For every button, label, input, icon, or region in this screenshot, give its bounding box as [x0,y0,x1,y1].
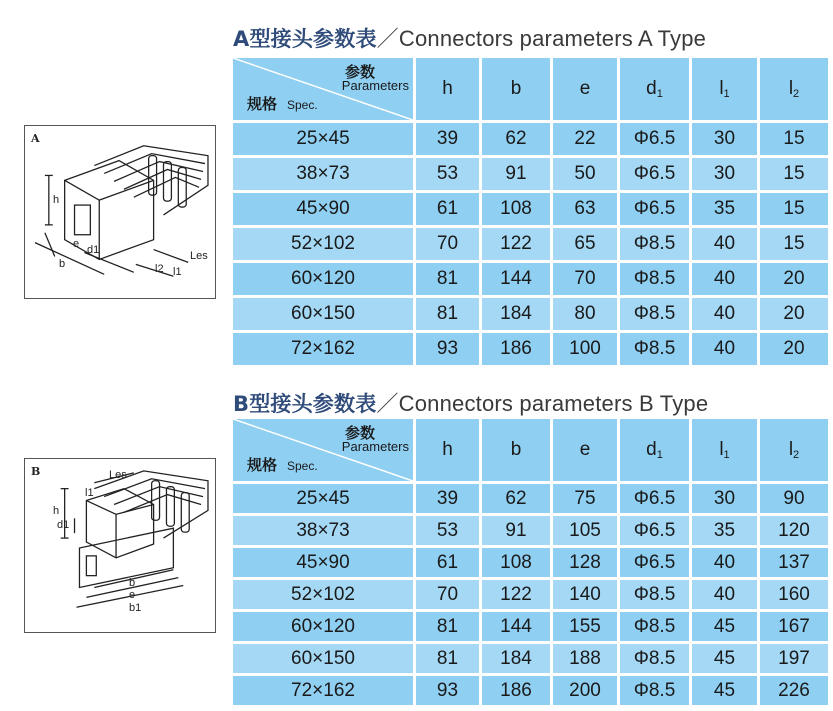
param-cn: 参数 [344,424,375,442]
cell-l1: 45 [692,676,757,705]
dim-h-label: h [53,194,60,206]
col-b-header: b [482,419,550,481]
cell-e: 140 [553,580,617,609]
cell-spec: 72×162 [233,333,413,365]
dim-b-label: b [129,577,136,589]
cell-spec: 45×90 [233,193,413,225]
cell-e: 105 [553,516,617,545]
cell-l1: 40 [692,228,757,260]
cell-h: 93 [416,676,479,705]
cell-l1: 40 [692,298,757,330]
param-en: Parameters [341,78,409,93]
table-b-body [233,484,828,705]
cell-d1: Φ6.5 [620,516,689,545]
col-h-header: h [416,58,479,120]
table-row [233,263,828,295]
dim-l1-label: l1 [85,487,94,499]
dim-e-label: e [129,589,136,601]
table-row [233,612,828,641]
cell-spec: 45×90 [233,548,413,577]
cell-b: 186 [482,333,550,365]
cell-d1: Φ6.5 [620,548,689,577]
cell-l2: 15 [760,123,828,155]
cell-e: 22 [553,123,617,155]
table-b-corner-header [233,419,413,481]
cell-b: 144 [482,612,550,641]
cell-spec: 60×150 [233,644,413,673]
spec-cn: 规格 [247,456,278,474]
col-l2-header: $l_2$ [760,58,828,120]
table-b-title [233,387,708,418]
connector-a-diagram [24,125,216,299]
table-row [233,228,828,260]
table-row [233,676,828,705]
cell-b: 184 [482,644,550,673]
cell-l2: 120 [760,516,828,545]
cell-l1: 35 [692,193,757,225]
col-d1-header: $d_1$ [620,58,689,120]
dim-b-label: b [59,258,66,270]
cell-l1: 40 [692,333,757,365]
dim-l2-label: l2 [155,263,164,275]
cell-h: 81 [416,644,479,673]
cell-b: 62 [482,484,550,513]
cell-l2: 167 [760,612,828,641]
cell-spec: 38×73 [233,516,413,545]
col-l1-header: $l_1$ [692,58,757,120]
cell-b: 122 [482,228,550,260]
cell-h: 81 [416,612,479,641]
col-e-header: e [553,419,617,481]
cell-l1: 40 [692,263,757,295]
cell-l2: 226 [760,676,828,705]
dim-e-label: e [73,238,80,250]
cell-spec: 25×45 [233,484,413,513]
cell-l1: 40 [692,548,757,577]
spec-en: Spec. [287,459,318,473]
cell-l1: 45 [692,644,757,673]
cell-e: 63 [553,193,617,225]
cell-e: 155 [553,612,617,641]
table-a-title [233,22,706,53]
cell-d1: Φ8.5 [620,612,689,641]
table-a-header-row [233,58,828,120]
dim-b1-label: b1 [129,602,142,614]
cell-h: 53 [416,516,479,545]
cell-l2: 20 [760,298,828,330]
cell-spec: 60×120 [233,263,413,295]
cell-d1: Φ8.5 [620,298,689,330]
cell-d1: Φ8.5 [620,228,689,260]
cell-b: 186 [482,676,550,705]
cell-l1: 35 [692,516,757,545]
table-b-header-row [233,419,828,481]
cell-e: 200 [553,676,617,705]
table-row [233,548,828,577]
table-row [233,123,828,155]
cell-l2: 197 [760,644,828,673]
table-a-title-cn: A型接头参数表 [233,27,377,51]
cell-e: 50 [553,158,617,190]
dim-l1-label: l1 [173,266,182,278]
cell-b: 144 [482,263,550,295]
cell-spec: 60×150 [233,298,413,330]
cell-h: 81 [416,298,479,330]
cell-d1: Φ8.5 [620,676,689,705]
cell-d1: Φ6.5 [620,158,689,190]
table-b-title-cn: B型接头参数表 [233,392,377,416]
cell-e: 70 [553,263,617,295]
cell-e: 80 [553,298,617,330]
cell-e: 188 [553,644,617,673]
table-a-title-en: Connectors parameters A Type [398,26,707,51]
cell-h: 70 [416,228,479,260]
cell-d1: Φ8.5 [620,580,689,609]
param-en: Parameters [341,439,409,454]
spec-cn: 规格 [247,95,278,113]
cell-h: 93 [416,333,479,365]
table-row [233,193,828,225]
cell-l1: 45 [692,612,757,641]
cell-spec: 25×45 [233,123,413,155]
cell-b: 62 [482,123,550,155]
diagram-a-label: A [31,132,40,145]
cell-b: 122 [482,580,550,609]
cell-h: 39 [416,484,479,513]
col-h-header: h [416,419,479,481]
cell-spec: 52×102 [233,228,413,260]
cell-b: 91 [482,516,550,545]
connector-a-drawing [25,126,215,298]
cell-b: 91 [482,158,550,190]
table-row [233,158,828,190]
cell-h: 70 [416,580,479,609]
cell-d1: Φ8.5 [620,644,689,673]
cell-l1: 30 [692,158,757,190]
dim-les-label: Les [190,250,208,262]
cell-d1: Φ6.5 [620,484,689,513]
cell-l2: 20 [760,263,828,295]
cell-b: 184 [482,298,550,330]
connector-b-diagram [24,458,216,633]
cell-l1: 30 [692,484,757,513]
cell-spec: 38×73 [233,158,413,190]
dim-d1-label: d1 [87,244,100,256]
table-b [230,416,831,708]
table-b-title-sep: ／ [376,391,399,416]
cell-e: 128 [553,548,617,577]
cell-l2: 15 [760,193,828,225]
cell-spec: 72×162 [233,676,413,705]
connector-b-drawing [25,459,215,632]
cell-spec: 60×120 [233,612,413,641]
dim-les-label: Les [109,469,127,481]
table-a-body [233,123,828,365]
col-b-header: b [482,58,550,120]
cell-h: 53 [416,158,479,190]
cell-e: 100 [553,333,617,365]
cell-l2: 20 [760,333,828,365]
cell-h: 39 [416,123,479,155]
cell-h: 61 [416,548,479,577]
col-l2-header: $l_2$ [760,419,828,481]
table-row [233,333,828,365]
cell-l2: 90 [760,484,828,513]
cell-l2: 160 [760,580,828,609]
spec-en: Spec. [287,98,318,112]
cell-d1: Φ6.5 [620,123,689,155]
cell-d1: Φ8.5 [620,333,689,365]
cell-e: 75 [553,484,617,513]
cell-b: 108 [482,548,550,577]
table-row [233,298,828,330]
cell-d1: Φ8.5 [620,263,689,295]
table-row [233,516,828,545]
table-a-title-sep: ／ [376,26,399,51]
cell-l2: 15 [760,158,828,190]
col-l1-header: $l_1$ [692,419,757,481]
cell-e: 65 [553,228,617,260]
table-row [233,484,828,513]
cell-spec: 52×102 [233,580,413,609]
table-row [233,580,828,609]
table-a-corner-header [233,58,413,120]
col-d1-header: $d_1$ [620,419,689,481]
col-e-header: e [553,58,617,120]
table-b-title-en: Connectors parameters B Type [398,391,709,416]
cell-d1: Φ6.5 [620,193,689,225]
table-row [233,644,828,673]
cell-l2: 15 [760,228,828,260]
diagram-b-label: B [31,465,41,478]
cell-h: 61 [416,193,479,225]
table-a [230,55,831,368]
cell-h: 81 [416,263,479,295]
cell-l2: 137 [760,548,828,577]
cell-l1: 30 [692,123,757,155]
param-cn: 参数 [344,63,375,81]
cell-l1: 40 [692,580,757,609]
cell-b: 108 [482,193,550,225]
dim-h-label: h [53,505,60,517]
dim-d1-label: d1 [57,519,70,531]
